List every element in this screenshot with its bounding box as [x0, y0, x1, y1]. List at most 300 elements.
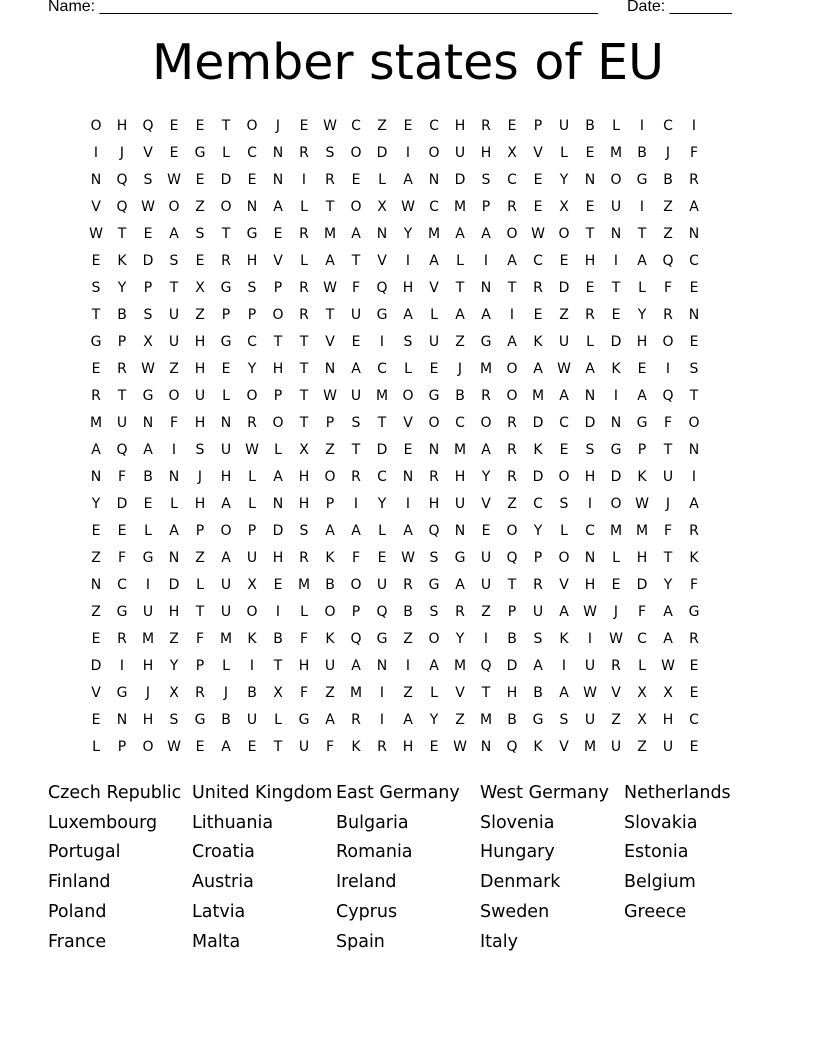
- grid-letter: A: [663, 630, 673, 647]
- grid-letter: C: [533, 252, 543, 269]
- grid-letter: H: [428, 495, 440, 512]
- grid-letter: A: [403, 306, 413, 323]
- grid-letter: I: [249, 657, 255, 674]
- grid-letter: N: [246, 198, 258, 215]
- grid-letter: R: [117, 360, 127, 377]
- word-list-item: Netherlands: [624, 782, 731, 803]
- grid-letter: C: [533, 495, 543, 512]
- grid-letter: O: [246, 603, 258, 620]
- grid-letter: G: [116, 684, 128, 701]
- grid-letter: G: [142, 387, 154, 404]
- grid-letter: H: [636, 549, 648, 566]
- grid-letter: E: [689, 738, 699, 755]
- grid-letter: I: [613, 387, 619, 404]
- grid-letter: E: [247, 171, 257, 188]
- grid-letter: E: [585, 279, 595, 296]
- grid-letter: B: [247, 684, 257, 701]
- grid-letter: J: [145, 684, 151, 701]
- grid-letter: B: [533, 684, 543, 701]
- grid-letter: A: [403, 522, 413, 539]
- grid-letter: E: [637, 360, 647, 377]
- grid-letter: U: [610, 198, 622, 215]
- grid-letter: O: [220, 198, 232, 215]
- grid-letter: B: [143, 468, 153, 485]
- grid-letter: A: [221, 738, 231, 755]
- grid-letter: U: [662, 468, 674, 485]
- grid-letter: A: [507, 252, 517, 269]
- grid-letter: E: [403, 441, 413, 458]
- grid-letter: T: [91, 306, 101, 323]
- grid-row: [83, 733, 733, 760]
- grid-letter: L: [404, 360, 412, 377]
- grid-letter: U: [246, 549, 258, 566]
- grid-letter: G: [116, 603, 128, 620]
- grid-letter: R: [481, 117, 491, 134]
- grid-letter: L: [430, 684, 438, 701]
- grid-letter: N: [480, 279, 492, 296]
- grid-letter: H: [194, 414, 206, 431]
- grid-letter: O: [246, 387, 258, 404]
- grid-letter: K: [559, 630, 569, 647]
- grid-letter: H: [584, 252, 596, 269]
- grid-letter: A: [273, 198, 283, 215]
- grid-letter: J: [665, 495, 671, 512]
- word-list-item: Spain: [336, 931, 385, 952]
- grid-letter: D: [454, 171, 466, 188]
- grid-letter: T: [221, 117, 231, 134]
- grid-letter: Q: [480, 657, 492, 674]
- grid-letter: E: [689, 279, 699, 296]
- grid-letter: W: [609, 630, 623, 647]
- grid-letter: U: [584, 657, 596, 674]
- grid-letter: W: [453, 738, 467, 755]
- grid-letter: K: [533, 333, 543, 350]
- grid-letter: O: [558, 549, 570, 566]
- grid-letter: K: [351, 738, 361, 755]
- grid-letter: O: [220, 522, 232, 539]
- grid-letter: V: [611, 684, 621, 701]
- grid-row: [83, 652, 733, 679]
- grid-letter: U: [350, 387, 362, 404]
- grid-letter: O: [402, 387, 414, 404]
- grid-letter: I: [405, 495, 411, 512]
- grid-letter: E: [377, 549, 387, 566]
- grid-letter: N: [584, 549, 596, 566]
- grid-letter: W: [167, 171, 181, 188]
- grid-letter: A: [351, 360, 361, 377]
- grid-letter: S: [403, 333, 413, 350]
- grid-letter: U: [662, 738, 674, 755]
- grid-letter: L: [638, 657, 646, 674]
- grid-letter: R: [663, 306, 673, 323]
- grid-row: [83, 247, 733, 274]
- grid-letter: G: [454, 549, 466, 566]
- word-list-item: Malta: [192, 931, 241, 952]
- grid-letter: L: [300, 198, 308, 215]
- grid-letter: X: [637, 711, 647, 728]
- grid-letter: Z: [325, 684, 335, 701]
- grid-letter: L: [586, 333, 594, 350]
- grid-letter: H: [454, 117, 466, 134]
- grid-letter: F: [195, 630, 205, 647]
- grid-letter: U: [610, 738, 622, 755]
- grid-letter: O: [506, 387, 518, 404]
- grid-letter: B: [325, 576, 335, 593]
- grid-letter: A: [663, 603, 673, 620]
- grid-letter: I: [405, 252, 411, 269]
- grid-letter: J: [119, 144, 125, 161]
- grid-letter: H: [220, 468, 232, 485]
- grid-letter: B: [507, 630, 517, 647]
- grid-letter: I: [691, 117, 697, 134]
- grid-letter: D: [532, 468, 544, 485]
- grid-letter: W: [531, 225, 545, 242]
- grid-letter: A: [689, 495, 699, 512]
- grid-letter: D: [90, 657, 102, 674]
- word-list-item: Luxembourg: [48, 812, 158, 833]
- grid-letter: G: [194, 711, 206, 728]
- grid-letter: H: [584, 468, 596, 485]
- grid-letter: E: [91, 711, 101, 728]
- grid-letter: I: [665, 360, 671, 377]
- grid-letter: G: [480, 333, 492, 350]
- grid-letter: O: [558, 225, 570, 242]
- grid-letter: S: [195, 225, 205, 242]
- grid-letter: A: [351, 225, 361, 242]
- grid-letter: B: [585, 117, 595, 134]
- grid-letter: N: [376, 225, 388, 242]
- grid-letter: V: [143, 144, 153, 161]
- grid-letter: Q: [116, 171, 128, 188]
- grid-letter: N: [90, 468, 102, 485]
- grid-letter: B: [637, 144, 647, 161]
- grid-letter: C: [455, 414, 465, 431]
- grid-letter: E: [221, 360, 231, 377]
- grid-letter: Y: [91, 495, 101, 512]
- grid-letter: C: [559, 414, 569, 431]
- grid-letter: E: [559, 252, 569, 269]
- grid-letter: E: [117, 522, 127, 539]
- grid-letter: D: [506, 657, 518, 674]
- grid-letter: E: [195, 738, 205, 755]
- grid-letter: I: [639, 198, 645, 215]
- word-list-item: Ireland: [336, 872, 397, 893]
- grid-letter: C: [117, 576, 127, 593]
- grid-row: [83, 355, 733, 382]
- grid-letter: E: [429, 360, 439, 377]
- grid-letter: S: [143, 171, 153, 188]
- word-list-item: Latvia: [192, 902, 246, 923]
- grid-letter: Z: [403, 630, 413, 647]
- grid-letter: W: [583, 684, 597, 701]
- grid-letter: L: [560, 522, 568, 539]
- grid-letter: F: [663, 279, 673, 296]
- grid-letter: P: [195, 657, 205, 674]
- grid-letter: U: [116, 414, 128, 431]
- grid-letter: S: [689, 360, 699, 377]
- grid-letter: A: [325, 252, 335, 269]
- grid-letter: I: [587, 630, 593, 647]
- grid-letter: I: [587, 495, 593, 512]
- grid-letter: O: [428, 144, 440, 161]
- grid-letter: U: [350, 306, 362, 323]
- grid-letter: Z: [91, 603, 101, 620]
- grid-letter: Y: [637, 306, 647, 323]
- header: [0, 0, 816, 20]
- grid-letter: J: [223, 684, 229, 701]
- grid-letter: C: [247, 333, 257, 350]
- grid-letter: L: [274, 711, 282, 728]
- grid-letter: B: [273, 630, 283, 647]
- grid-letter: M: [531, 387, 545, 404]
- grid-letter: S: [533, 630, 543, 647]
- grid-letter: A: [169, 522, 179, 539]
- grid-letter: S: [247, 279, 257, 296]
- grid-letter: O: [350, 576, 362, 593]
- grid-letter: U: [454, 144, 466, 161]
- grid-letter: B: [221, 711, 231, 728]
- grid-letter: Y: [481, 468, 491, 485]
- grid-letter: G: [688, 603, 700, 620]
- grid-letter: V: [429, 279, 439, 296]
- grid-row: [83, 220, 733, 247]
- word-list-item: Croatia: [192, 842, 255, 863]
- grid-letter: R: [247, 414, 257, 431]
- grid-letter: E: [507, 117, 517, 134]
- grid-letter: R: [533, 576, 543, 593]
- grid-letter: N: [402, 468, 414, 485]
- grid-letter: Y: [559, 171, 569, 188]
- grid-letter: C: [689, 711, 699, 728]
- grid-letter: C: [689, 252, 699, 269]
- grid-letter: R: [689, 630, 699, 647]
- grid-letter: Z: [195, 306, 205, 323]
- grid-letter: Z: [507, 495, 517, 512]
- grid-letter: E: [91, 522, 101, 539]
- grid-row: [83, 679, 733, 706]
- grid-letter: M: [479, 360, 493, 377]
- grid-letter: W: [401, 549, 415, 566]
- grid-letter: L: [300, 252, 308, 269]
- grid-letter: H: [142, 711, 154, 728]
- grid-letter: S: [195, 441, 205, 458]
- grid-letter: L: [196, 576, 204, 593]
- grid-letter: T: [663, 441, 673, 458]
- grid-letter: R: [689, 522, 699, 539]
- grid-letter: O: [558, 468, 570, 485]
- grid-letter: Z: [377, 117, 387, 134]
- grid-letter: N: [168, 549, 180, 566]
- grid-row: [83, 517, 733, 544]
- grid-letter: W: [141, 360, 155, 377]
- grid-letter: E: [299, 117, 309, 134]
- grid-letter: G: [532, 711, 544, 728]
- grid-letter: P: [507, 603, 517, 620]
- grid-letter: E: [533, 306, 543, 323]
- grid-letter: E: [611, 576, 621, 593]
- word-list-item: Hungary: [480, 842, 555, 863]
- grid-letter: X: [247, 576, 257, 593]
- grid-letter: R: [455, 603, 465, 620]
- grid-letter: H: [402, 738, 414, 755]
- grid-letter: A: [455, 225, 465, 242]
- grid-letter: A: [507, 333, 517, 350]
- grid-letter: E: [195, 252, 205, 269]
- grid-letter: Q: [376, 603, 388, 620]
- grid-letter: H: [636, 333, 648, 350]
- grid-letter: Z: [195, 198, 205, 215]
- grid-letter: S: [91, 279, 101, 296]
- grid-letter: J: [613, 603, 619, 620]
- grid-letter: U: [480, 576, 492, 593]
- grid-letter: E: [533, 198, 543, 215]
- word-list-item: Estonia: [624, 842, 689, 863]
- grid-letter: O: [428, 414, 440, 431]
- grid-letter: N: [376, 657, 388, 674]
- grid-letter: U: [428, 333, 440, 350]
- grid-letter: K: [611, 360, 621, 377]
- grid-letter: I: [691, 468, 697, 485]
- grid-letter: A: [637, 387, 647, 404]
- grid-letter: V: [559, 738, 569, 755]
- grid-letter: U: [558, 333, 570, 350]
- grid-letter: O: [428, 630, 440, 647]
- grid-letter: R: [195, 684, 205, 701]
- grid-letter: T: [637, 225, 647, 242]
- grid-letter: R: [377, 738, 387, 755]
- grid-letter: U: [324, 657, 336, 674]
- grid-letter: F: [169, 414, 179, 431]
- grid-letter: X: [377, 198, 387, 215]
- grid-letter: W: [323, 387, 337, 404]
- grid-letter: D: [116, 495, 128, 512]
- grid-letter: Z: [195, 549, 205, 566]
- grid-letter: I: [353, 495, 359, 512]
- grid-letter: O: [168, 387, 180, 404]
- grid-letter: I: [275, 603, 281, 620]
- grid-letter: E: [143, 495, 153, 512]
- grid-letter: G: [298, 711, 310, 728]
- grid-letter: E: [611, 306, 621, 323]
- grid-letter: R: [403, 576, 413, 593]
- grid-letter: I: [119, 657, 125, 674]
- grid-letter: J: [197, 468, 203, 485]
- grid-letter: U: [376, 576, 388, 593]
- grid-letter: G: [428, 576, 440, 593]
- grid-letter: G: [610, 441, 622, 458]
- grid-letter: U: [584, 711, 596, 728]
- grid-letter: I: [145, 576, 151, 593]
- grid-letter: X: [559, 198, 569, 215]
- grid-letter: K: [689, 549, 699, 566]
- grid-letter: P: [273, 279, 283, 296]
- grid-letter: Y: [117, 279, 127, 296]
- grid-letter: D: [272, 522, 284, 539]
- grid-letter: A: [143, 441, 153, 458]
- grid-row: [83, 112, 733, 139]
- grid-letter: A: [91, 441, 101, 458]
- grid-letter: P: [221, 306, 231, 323]
- name-field-label: Name: ________________________________________________________: [48, 0, 598, 15]
- date-field-label: Date: _______: [627, 0, 732, 15]
- grid-letter: L: [378, 171, 386, 188]
- grid-letter: G: [142, 549, 154, 566]
- grid-letter: L: [144, 522, 152, 539]
- grid-letter: V: [91, 198, 101, 215]
- grid-letter: N: [168, 468, 180, 485]
- grid-letter: L: [638, 279, 646, 296]
- grid-letter: A: [481, 441, 491, 458]
- grid-letter: O: [90, 117, 102, 134]
- grid-letter: E: [273, 225, 283, 242]
- grid-letter: N: [610, 225, 622, 242]
- grid-letter: R: [507, 468, 517, 485]
- grid-letter: S: [325, 144, 335, 161]
- grid-letter: M: [375, 387, 389, 404]
- grid-letter: T: [585, 225, 595, 242]
- grid-letter: T: [273, 333, 283, 350]
- grid-letter: A: [533, 657, 543, 674]
- grid-letter: H: [168, 603, 180, 620]
- grid-letter: W: [661, 657, 675, 674]
- grid-letter: N: [272, 144, 284, 161]
- grid-letter: M: [609, 522, 623, 539]
- grid-letter: L: [560, 144, 568, 161]
- grid-letter: S: [429, 603, 439, 620]
- grid-letter: B: [403, 603, 413, 620]
- grid-letter: O: [272, 306, 284, 323]
- grid-letter: E: [351, 171, 361, 188]
- grid-letter: D: [532, 414, 544, 431]
- grid-letter: N: [688, 306, 700, 323]
- grid-letter: K: [325, 549, 335, 566]
- grid-letter: E: [689, 333, 699, 350]
- grid-letter: W: [167, 738, 181, 755]
- grid-letter: M: [297, 576, 311, 593]
- grid-letter: E: [169, 144, 179, 161]
- grid-letter: Q: [428, 522, 440, 539]
- grid-letter: F: [689, 144, 699, 161]
- grid-letter: L: [222, 387, 230, 404]
- grid-letter: X: [507, 144, 517, 161]
- word-list-item: France: [48, 931, 107, 952]
- grid-letter: T: [299, 360, 309, 377]
- grid-letter: E: [91, 252, 101, 269]
- grid-letter: T: [351, 441, 361, 458]
- grid-letter: H: [194, 360, 206, 377]
- word-list: [48, 778, 768, 957]
- grid-letter: V: [481, 495, 491, 512]
- grid-letter: A: [559, 684, 569, 701]
- grid-letter: A: [221, 495, 231, 512]
- grid-letter: R: [429, 468, 439, 485]
- grid-letter: A: [637, 252, 647, 269]
- grid-letter: V: [91, 684, 101, 701]
- grid-letter: F: [299, 630, 309, 647]
- grid-letter: N: [584, 387, 596, 404]
- grid-letter: C: [377, 468, 387, 485]
- word-list-item: Portugal: [48, 842, 121, 863]
- grid-row: [83, 571, 733, 598]
- grid-letter: M: [141, 630, 155, 647]
- grid-letter: N: [272, 171, 284, 188]
- grid-letter: Y: [377, 495, 387, 512]
- grid-letter: O: [168, 198, 180, 215]
- word-list-item: Romania: [336, 842, 413, 863]
- grid-letter: N: [90, 171, 102, 188]
- grid-letter: T: [455, 279, 465, 296]
- grid-letter: T: [299, 333, 309, 350]
